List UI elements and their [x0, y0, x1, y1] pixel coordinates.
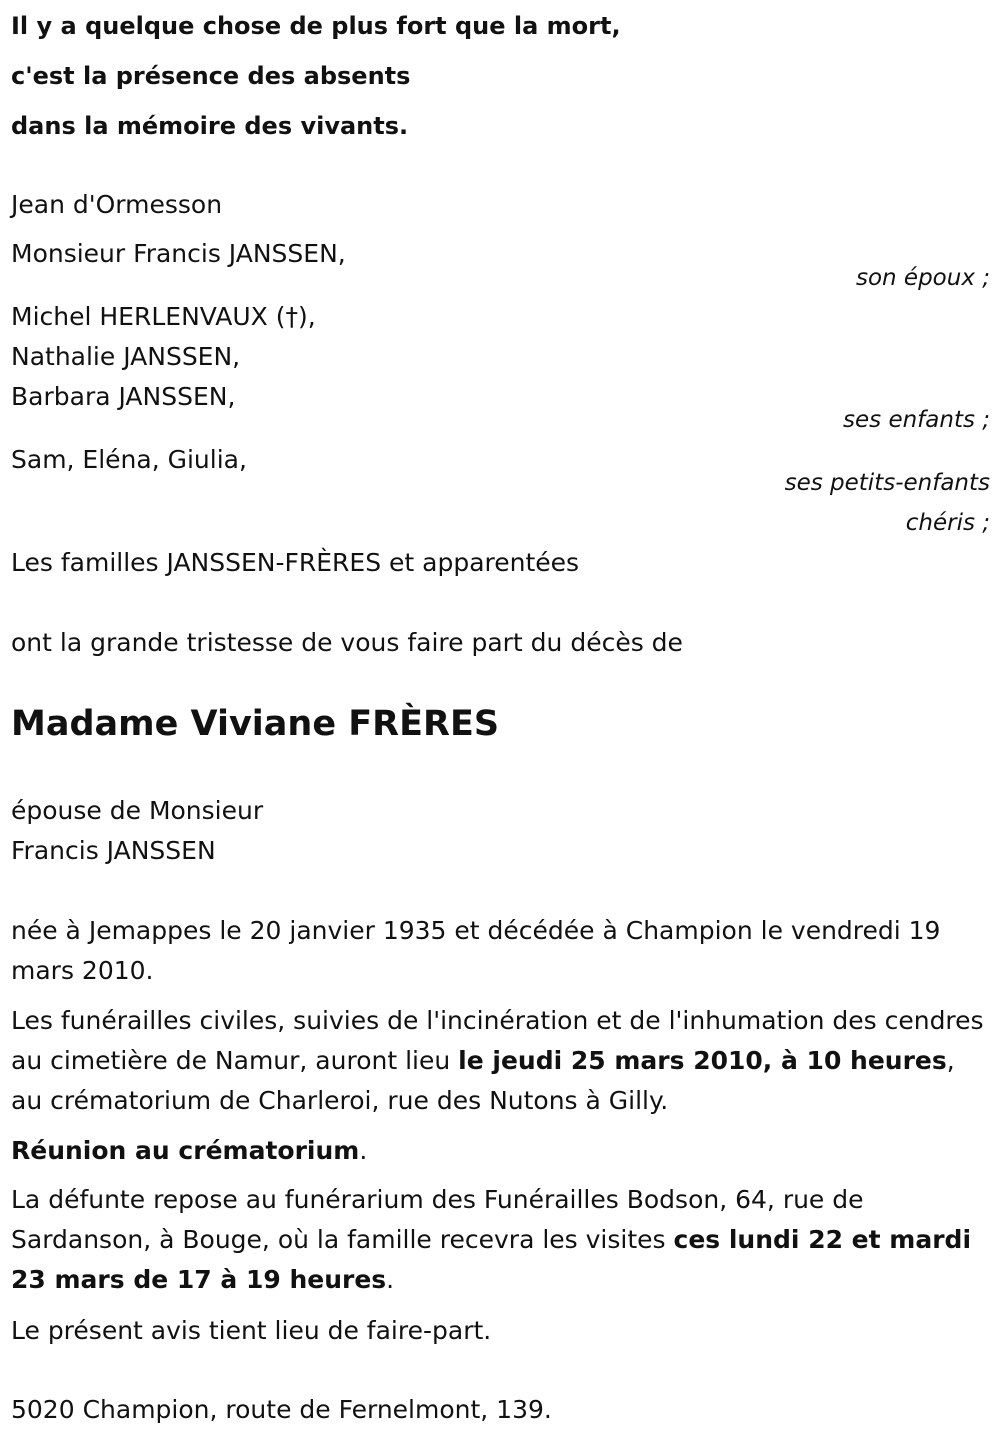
funeral-date: le jeudi 25 mars 2010, à 10 heures	[458, 1046, 947, 1075]
epigraph-line-2: c'est la présence des absents	[11, 62, 411, 90]
child-2: Nathalie JANSSEN,	[11, 342, 241, 371]
reunion-bold: Réunion au crématorium	[11, 1136, 360, 1165]
epigraph-author: Jean d'Ormesson	[11, 190, 223, 219]
reunion-paragraph	[11, 1131, 991, 1171]
reunion-after: .	[359, 1136, 368, 1165]
funeral-text-before: Les funérailles civiles, suivies de l'incinération et de l'inhumation des cendres au cimetière de Namur, auront lieu	[11, 1006, 984, 1075]
families-line: Les familles JANSSEN-FRÈRES et apparentées	[11, 548, 580, 577]
deceased-spouse-line-1: épouse de Monsieur	[11, 796, 264, 825]
epigraph-line-3: dans la mémoire des vivants.	[11, 112, 409, 140]
deceased-name: Madame Viviane FRÈRES	[11, 704, 500, 744]
visits-paragraph	[11, 1180, 991, 1300]
epigraph-line-1: Il y a quelque chose de plus fort que la mort,	[11, 12, 621, 40]
child-3: Barbara JANSSEN,	[11, 382, 236, 411]
grandchildren-role-line-1: ses petits-enfants	[784, 470, 990, 496]
funeral-paragraph	[11, 1001, 991, 1121]
birth-death-paragraph: née à Jemappes le 20 janvier 1935 et décédée à Champion le vendredi 19 mars 2010.	[11, 916, 941, 985]
visits-after: .	[386, 1265, 395, 1294]
child-1: Michel HERLENVAUX (†),	[11, 302, 316, 331]
spouse-name: Monsieur Francis JANSSEN,	[11, 239, 346, 268]
visits-dates: ces lundi 22 et mardi 23 mars de 17 à 19 heures	[11, 1225, 972, 1294]
spouse-role: son époux ;	[855, 265, 990, 291]
children-role: ses enfants ;	[843, 407, 990, 433]
deceased-spouse-line-2: Francis JANSSEN	[11, 836, 216, 865]
announcement: ont la grande tristesse de vous faire part du décès de	[11, 628, 683, 657]
grandchildren-names: Sam, Eléna, Giulia,	[11, 445, 247, 474]
visits-text-before: La défunte repose au funérarium des Funérailles Bodson, 64, rue de Sardanson, à Bouge, où la famille recevra les visites	[11, 1185, 864, 1254]
address: 5020 Champion, route de Fernelmont, 139.	[11, 1395, 552, 1424]
grandchildren-role-line-2: chéris ;	[905, 510, 990, 536]
notice: Le présent avis tient lieu de faire-part.	[11, 1316, 492, 1345]
funeral-text-after: , au crématorium de Charleroi, rue des Nutons à Gilly.	[11, 1046, 955, 1115]
